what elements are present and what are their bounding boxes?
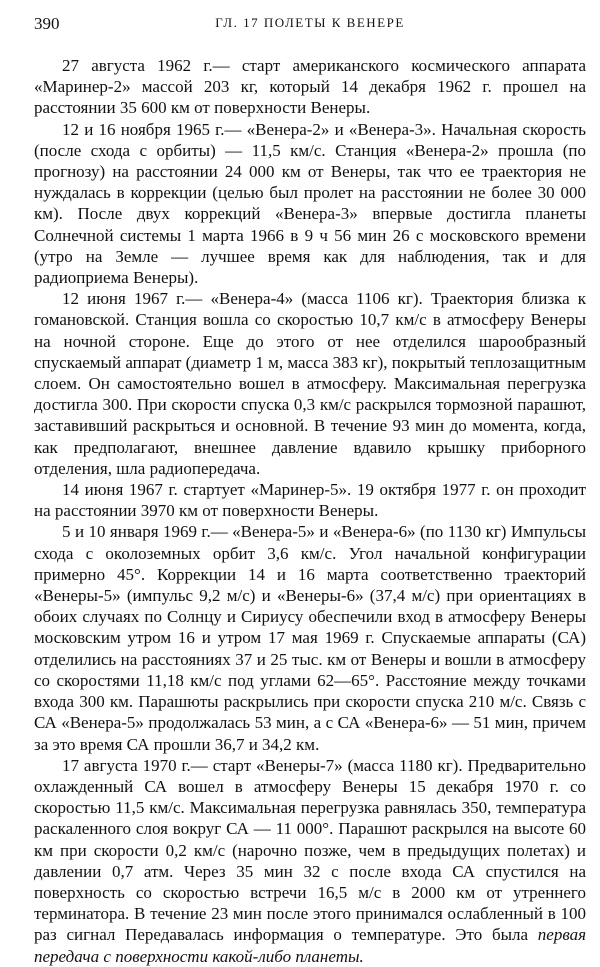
running-title: ГЛ. 17 ПОЛЕТЫ К ВЕНЕРЕ [215, 15, 405, 30]
italic-emphasis: первая передача с поверхности какой-либо планеты. [34, 925, 586, 966]
paragraph-venera-2-3: 12 и 16 ноября 1965 г.— «Венера-2» и «Венера-3». Начальная скорость (после схода с орбиты) — 11,5 км/с. Станция «Венера-2» прошла (по прогнозу) на расстоянии 24 000 км от Венеры, так что ее траектория не нуждалась в коррекции (целью был пролет на расстоянии не более 30 000 км). После двух коррекций «Венера-3» впервые достигла планеты Солнечной системы 1 марта 1966 в 9 ч 56 мин 26 с московского времени (утро на Земле — лучшее время как для наблюдения, так и для радиоприема Венеры). [34, 119, 586, 288]
paragraph-venera-5-6: 5 и 10 января 1969 г.— «Венера-5» и «Венера-6» (по 1130 кг) Импульсы схода с околоземных орбит 3,6 км/с. Угол начальной конфигурации примерно 45°. Коррекции 14 и 16 марта соответственно траекторий «Венеры-5» (импульс 9,2 м/с) и «Венеры-6» (37,4 м/с) при ориентациях в обоих случаях по Солнцу и Сириусу обеспечили вход в атмосферу Венеры московским утром 16 и утром 17 мая 1969 г. Спускаемые аппараты (СА) отделились на расстояниях 37 и 25 тыс. км от Венеры и вошли в атмосферу со скоростями 11,18 км/с под углами 62—65°. Расстояние между точками входа 300 км. Парашюты раскрылись при скорости спуска 210 м/с. Связь с СА «Венера-5» продолжалась 53 мин, а с СА «Венера-6» — 51 мин, причем за это время СА прошли 36,7 и 34,2 км. [34, 522, 586, 754]
page-body [34, 55, 586, 967]
paragraph-mariner-2: 27 августа 1962 г.— старт американского космического аппарата «Маринер-2» массой 203 кг, который 14 декабря 1962 г. прошел на расстоянии 35 600 км от поверхности Венеры. [34, 56, 586, 118]
paragraph-mariner-5: 14 июня 1967 г. стартует «Маринер-5». 19 октября 1977 г. он проходит на расстоянии 3970 км от поверхности Венеры. [34, 480, 586, 521]
paragraph-venera-4: 12 июня 1967 г.— «Венера-4» (масса 1106 кг). Траектория близка к гомановской. Станция вошла со скоростью 10,7 км/с в атмосферу Венеры на ночной стороне. Еще до этого от нее отделился шарообразный спускаемый аппарат (диаметр 1 м, масса 383 кг), покрытый теплозащитным слоем. Он самостоятельно вошел в атмосферу. Максимальная перегрузка достигла 300. При скорости спуска 0,3 км/с раскрылся тормозной парашют, заставивший раскрыться и основной. В течение 93 мин до момента, когда, как предполагают, внешнее давление вдавило крышку приборного отделения, шла радиопередача. [34, 289, 586, 478]
paragraph-venera-7: 17 августа 1970 г.— старт «Венеры-7» (масса 1180 кг). Предварительно охлажденный СА вошел в атмосферу Венеры 15 декабря 1970 г. со скоростью 11,5 км/с. Максимальная перегрузка равнялась 350, температура раскаленного слоя вокруг СА — 11 000°. Парашют раскрылся на высоте 60 км при скорости 0,2 км/с (нарочно позже, чем в предыдущих полетах) и давлении 0,7 атм. Через 35 мин 32 с после входа СА спустился на поверхность со скоростью встречи 16,5 м/с в 2000 км от утреннего терминатора. В течение 23 мин после этого принимался ослабленный в 100 раз сигнал Передавалась информация о температуре. Это была первая передача с поверхности какой-либо планеты. [34, 755, 586, 966]
page-header [34, 14, 586, 34]
page-number: 390 [34, 14, 60, 33]
